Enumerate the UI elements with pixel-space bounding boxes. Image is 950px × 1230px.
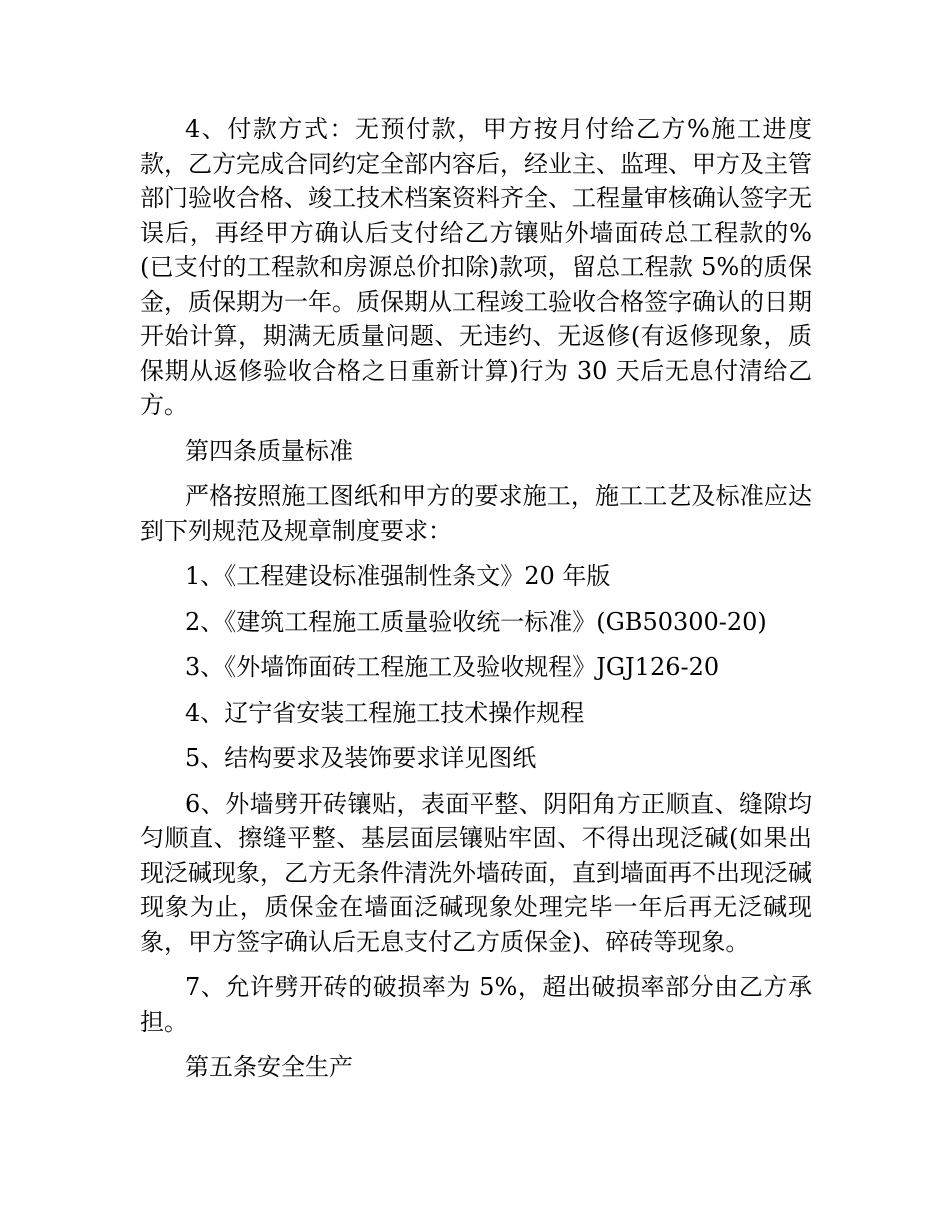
document-body [140,112,812,1096]
standard-item-3: 3、《外墙饰面砖工程施工及验收规程》JGJ126-20 [185,653,720,681]
standard-item-4: 4、辽宁省安装工程施工技术操作规程 [185,698,585,727]
article-four-heading: 第四条质量标准 [185,436,353,465]
standard-item-2: 2、《建筑工程施工质量验收统一标准》(GB50300-20) [185,607,767,636]
standard-item-5: 5、结构要求及装饰要求详见图纸 [185,744,537,772]
quality-intro-paragraph: 严格按照施工图纸和甲方的要求施工，施工工艺及标准应达到下列规范及规章制度要求： [140,482,812,545]
article-five-heading: 第五条安全生产 [185,1053,353,1081]
breakage-rate-paragraph: 7、允许劈开砖的破损率为 5%，超出破损率部分由乙方承担。 [140,973,812,1036]
payment-terms-paragraph: 4、付款方式：无预付款，甲方按月付给乙方%施工进度款，乙方完成合同约定全部内容后，经业主、监理、甲方及主管部门验收合格、竣工技术档案资料齐全、工程量审核确认签字无误后，再经甲方确认后支付给乙方镶贴外墙面砖总工程款的%(已支付的工程款和房源总价扣除)款项，留总工程款 5%的质保金，质保期为一年。质保期从工程竣工验收合格签字确认的日期开始计算，期满无质量问题、无违约、无返修(有返修现象，质保期从返修验收合格之日重新计算)行为 30 天后无息付清给乙方。 [140,115,812,419]
standard-item-1: 1、《工程建设标准强制性条文》20 年版 [185,562,611,590]
tile-requirements-paragraph: 6、外墙劈开砖镶贴，表面平整、阴阳角方正顺直、缝隙均匀顺直、擦缝平整、基层面层镶贴牢固、不得出现泛碱(如果出现泛碱现象，乙方无条件清洗外墙砖面，直到墙面再不出现泛碱现象为止，质保金在墙面泛碱现象处理完毕一年后再无泛碱现象，甲方签字确认后无息支付乙方质保金)、碎砖等现象。 [140,789,812,956]
